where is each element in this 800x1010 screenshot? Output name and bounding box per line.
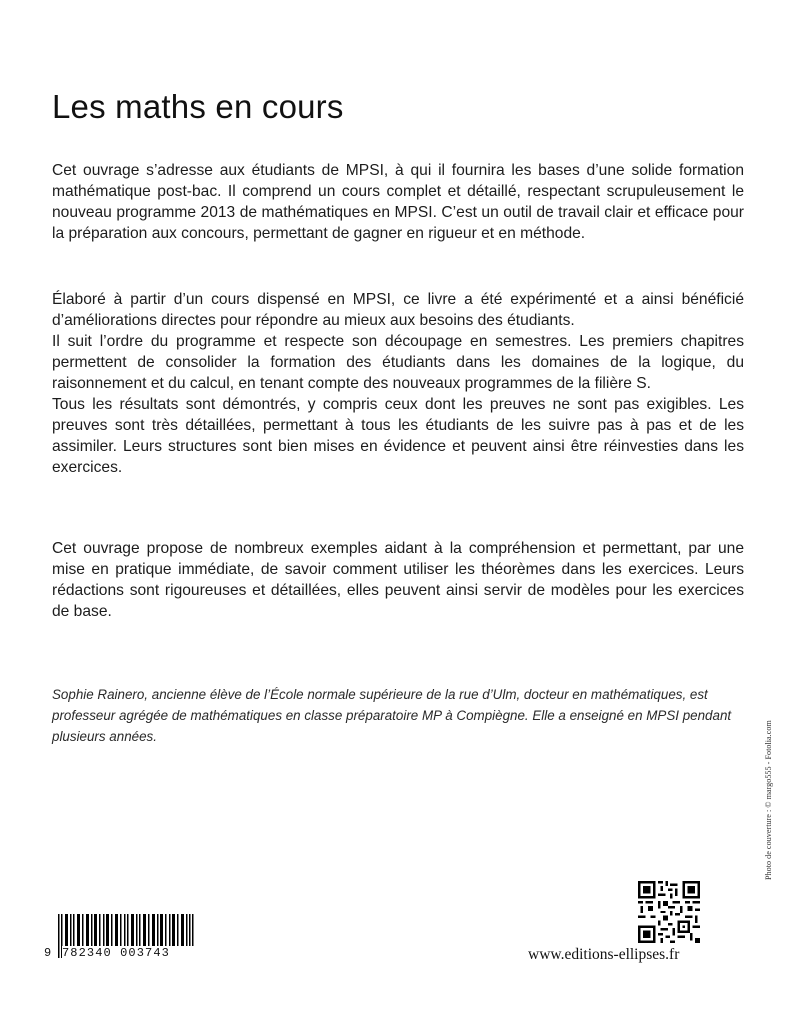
paragraph-text: Tous les résultats sont démontrés, y compris ceux dont les preuves ne sont pas exigibles. Les preuves sont très détaillées, permettant à tous les étudiants de les suivre pas à pas et de les assimiler. Leurs structures sont bien mises en évidence et peuvent ainsi être réinvesties dans les exercices. [52, 396, 744, 476]
paragraph-details [52, 289, 744, 478]
qr-code-icon [638, 881, 700, 943]
paragraph-text: Cet ouvrage s’adresse aux étudiants de MPSI, à qui il fournira les bases d’une solide formation mathématique post-bac. Il comprend un cours complet et détaillé, respectant scrupuleusement le nouveau programme 2013 de mathématiques en MPSI. C’est un outil de travail clair et efficace pour la préparation aux concours, permettant de gagner en rigueur et en méthode. [52, 162, 744, 242]
photo-credit: Photo de couverture : © margo555 - Fotolia.com [764, 720, 773, 880]
isbn-digits: 782340 003743 [62, 946, 202, 960]
paragraph-text: Il suit l’ordre du programme et respecte son découpage en semestres. Les premiers chapitres permettent de consolider la formation des étudiants dans les domaines de la logique, du raisonnement et du calcul, en tenant compte des nouveaux programmes de la filière S. [52, 333, 744, 392]
isbn-barcode [44, 914, 194, 966]
publisher-website[interactable]: www.editions-ellipses.fr [528, 946, 680, 963]
paragraph-examples [52, 538, 744, 622]
isbn-first-digit: 9 [44, 946, 52, 960]
page-title: Les maths en cours [52, 88, 344, 126]
paragraph-text: Cet ouvrage propose de nombreux exemples aidant à la compréhension et permettant, par une mise en pratique immédiate, de savoir comment utiliser les théorèmes dans les exercices. Leurs rédactions sont rigoureuses et détaillées, elles peuvent ainsi servir de modèles pour les exercices de base. [52, 540, 744, 620]
paragraph-text: Élaboré à partir d’un cours dispensé en MPSI, ce livre a été expérimenté et a ainsi bénéficié d’améliorations directes pour répondre au mieux aux besoins des étudiants. [52, 291, 744, 329]
author-bio: Sophie Rainero, ancienne élève de l’École normale supérieure de la rue d’Ulm, docteur en mathématiques, est professeur agrégée de mathématiques en classe préparatoire MP à Compiègne. Elle a enseigné en MPSI pendant plusieurs années. [52, 687, 732, 744]
paragraph-intro [52, 160, 744, 244]
